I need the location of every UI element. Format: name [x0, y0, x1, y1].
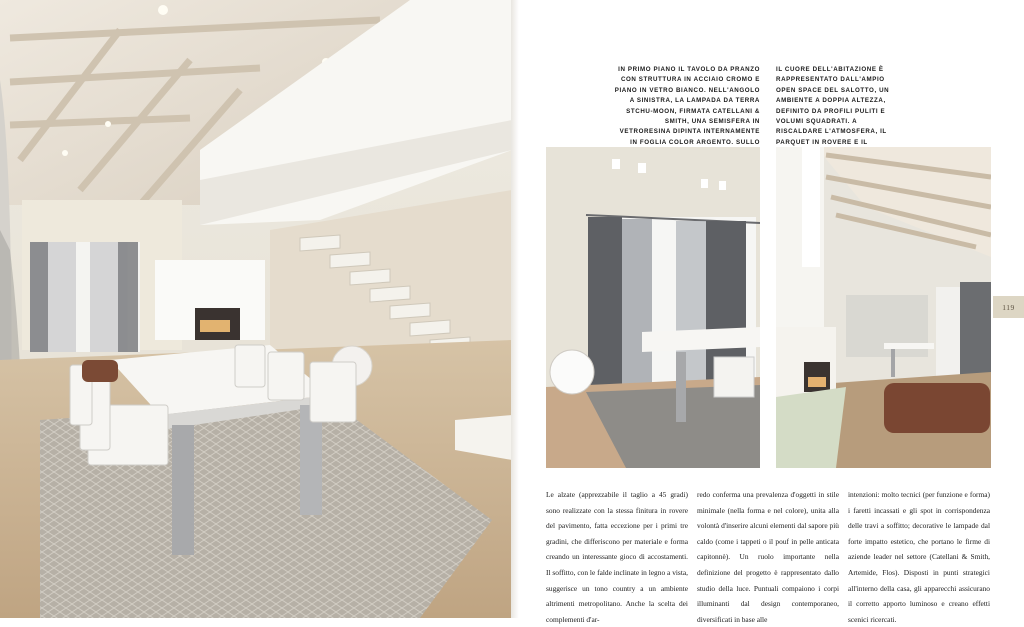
body-column-3-text: intenzioni: molto tecnici (per funzione e forma) i faretti incassati e gli spot in corrispondenza delle travi a soffitto; decorative le lampade dal forte impatto estetico, che portano le firme di aziende leader nel settore (Catellani & Smith, Artemide, Flos). Disposti in punti strategici all'interno della casa, gli apparecchi assicurano il corretto apporto luminoso e creano effetti scenici ricercati.	[848, 490, 990, 624]
window-curtains-illustration	[546, 147, 760, 468]
page-number: 119	[1002, 302, 1015, 312]
body-column-2	[697, 487, 839, 627]
caption-left-text: IN PRIMO PIANO IL TAVOLO DA PRANZO CON STRUTTURA IN ACCIAIO CROMO E PIANO IN VETRO BIANCO. NELL'ANGOLO A SINISTRA, LA LAMPADA DA TERRA STCHU-MOON, FIRMATA CATELLANI & SMITH, UNA SEMISFERA IN VETRORESINA DIPINTA INTERNAMENTE IN FOGLIA COLOR ARGENTO. SULLO	[614, 66, 760, 146]
photo-dining-room-staircase	[0, 0, 512, 618]
body-column-1-text: Le alzate (apprezzabile il taglio a 45 gradi) sono realizzate con la stessa finitura in rovere del pavimento, fatta eccezione per i primi tre gradini, che differiscono per materiale e forma creando un interessante gioco di accostamenti. Il soffitto, con le falde inclinate in legno a vista, suggerisce un tono country a un ambiente altrimenti metropolitano. Anche la scelta dei complementi d'ar-	[546, 490, 688, 624]
dining-room-illustration	[0, 0, 512, 618]
page-number-tab	[993, 296, 1024, 318]
body-column-1	[546, 487, 688, 627]
caption-right-text: IL CUORE DELL'ABITAZIONE È RAPPRESENTATO DALL'AMPIO OPEN SPACE DEL SALOTTO, UN AMBIENTE A DOPPIA ALTEZZA, DEFINITO DA PROFILI PULITI E VOLUMI SQUADRATI. A RISCALDARE L'ATMOSFERA, IL PARQUET IN ROVERE E IL	[776, 66, 890, 146]
photo-open-space-living	[776, 147, 991, 468]
body-column-2-text: redo conferma una prevalenza d'oggetti in stile minimale (nella forma e nel colore), unita alla volontà d'inserire alcuni elementi dal sapore più caldo (come i tappeti o il pouf in pelle anticata capitonnè). Un ruolo importante nella definizione del progetto è rappresentato dallo studio della luce. Puntuali compaiono i corpi illuminanti dal design contemporaneo, diversificati in base alle	[697, 490, 839, 624]
page-gutter	[511, 0, 519, 618]
living-room-illustration	[776, 147, 991, 468]
caption-right	[776, 65, 892, 159]
body-column-3	[848, 487, 990, 627]
photo-window-curtains	[546, 147, 760, 468]
